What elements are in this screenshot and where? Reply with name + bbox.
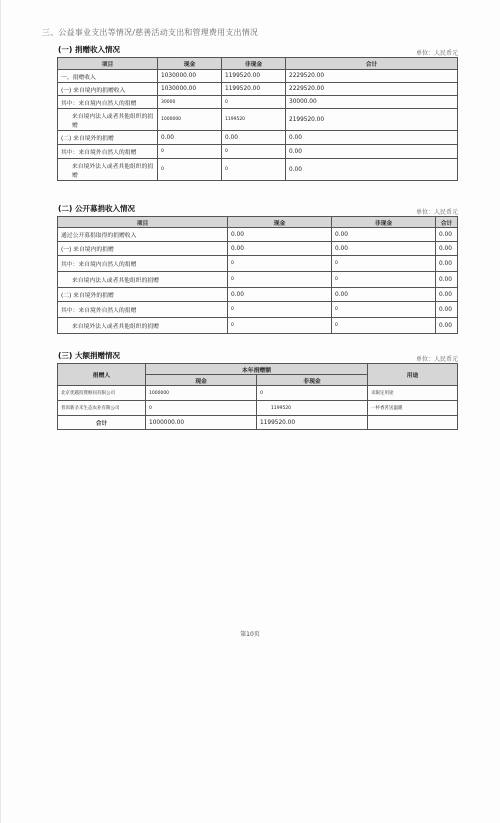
total-value: 0.00 xyxy=(436,318,458,334)
cash-value: 1000000 xyxy=(146,386,257,401)
noncash-value: 0 xyxy=(332,318,436,334)
section3-unit: 单位：人民币元 xyxy=(415,356,458,363)
donor-name: 普洱新圣禾生态农业有限公司 xyxy=(58,401,146,416)
donation-income-table xyxy=(57,57,458,181)
table-row xyxy=(58,70,458,83)
table-row xyxy=(58,145,458,159)
cash-value: 0.00 xyxy=(158,131,222,145)
cash-value: 0.00 xyxy=(228,288,332,302)
public-fundraising-table xyxy=(57,216,458,334)
col-header-noncash: 非现金 xyxy=(222,58,286,70)
noncash-value: 0 xyxy=(222,145,286,159)
cash-value: 0.00 xyxy=(228,228,332,242)
table-row xyxy=(58,288,458,302)
table-row xyxy=(58,302,458,318)
noncash-value: 0 xyxy=(222,96,286,109)
noncash-value: 0.00 xyxy=(222,131,286,145)
col-header-total: 合计 xyxy=(286,58,458,70)
cash-value: 1030000.00 xyxy=(158,83,222,96)
table-row xyxy=(58,228,458,242)
col-header-purpose: 用途 xyxy=(368,364,458,386)
noncash-value: 1199520 xyxy=(222,109,286,131)
cash-value: 30000 xyxy=(158,96,222,109)
section1-unit: 单位：人民币元 xyxy=(415,50,458,57)
cash-value: 1030000.00 xyxy=(158,70,222,83)
col-header-cash: 现金 xyxy=(158,58,222,70)
row-label: (一) 来自境内的捐赠 xyxy=(58,242,228,256)
table-row xyxy=(58,159,458,181)
large-donations-table xyxy=(57,363,458,430)
table-total-row xyxy=(58,416,458,430)
noncash-value: 0.00 xyxy=(332,228,436,242)
total-value: 2199520.00 xyxy=(286,109,458,131)
col-header-donor: 捐赠人 xyxy=(58,364,146,386)
row-label: 通过公开募捐取得的捐赠收入 xyxy=(58,228,228,242)
table-row xyxy=(58,256,458,272)
cash-value: 0 xyxy=(228,272,332,288)
table-row xyxy=(58,96,458,109)
table-row xyxy=(58,318,458,334)
noncash-value: 1199520 xyxy=(257,401,368,416)
total-value: 0.00 xyxy=(436,242,458,256)
total-value: 2229520.00 xyxy=(286,70,458,83)
cash-value: 1000000 xyxy=(158,109,222,131)
total-value: 2229520.00 xyxy=(286,83,458,96)
row-label: 其中：来自境内自然人的捐赠 xyxy=(58,256,228,272)
purpose-value: 一杯香茗送温暖 xyxy=(368,401,458,416)
noncash-total: 1199520.00 xyxy=(257,416,368,430)
cash-value: 0 xyxy=(158,159,222,181)
noncash-value: 0.00 xyxy=(332,288,436,302)
total-value: 0.00 xyxy=(286,145,458,159)
table-row xyxy=(58,272,458,288)
col-header-noncash: 非现金 xyxy=(332,217,436,228)
page-number: 第10页 xyxy=(240,631,260,638)
table-row xyxy=(58,83,458,96)
total-value: 0.00 xyxy=(436,272,458,288)
cash-value: 0 xyxy=(158,145,222,159)
page-heading: 三、公益事业支出等情况/慈善活动支出和管理费用支出情况 xyxy=(42,28,259,37)
total-value: 0.00 xyxy=(436,228,458,242)
col-header-amount-group: 本年捐赠额 xyxy=(146,364,368,375)
cash-value: 0 xyxy=(228,256,332,272)
noncash-value: 0 xyxy=(332,302,436,318)
total-value: 0.00 xyxy=(286,159,458,181)
col-header-total: 合计 xyxy=(436,217,458,228)
total-value: 0.00 xyxy=(436,256,458,272)
cash-value: 0 xyxy=(146,401,257,416)
section3-title: (三) 大额捐赠情况 xyxy=(58,351,120,360)
purpose-value: 未限定用途 xyxy=(368,386,458,401)
total-value: 30000.00 xyxy=(286,96,458,109)
noncash-value: 0 xyxy=(222,159,286,181)
cash-value: 0 xyxy=(228,318,332,334)
noncash-value: 0 xyxy=(332,272,436,288)
row-label: 其中：来自境外自然人的捐赠 xyxy=(58,302,228,318)
section1-title: (一) 捐赠收入情况 xyxy=(58,45,120,54)
noncash-value: 0 xyxy=(332,256,436,272)
row-label: 来自境外法人或者其他组织的捐赠 xyxy=(58,159,158,181)
noncash-value: 0.00 xyxy=(332,242,436,256)
section2-unit: 单位：人民币元 xyxy=(415,209,458,216)
purpose-total xyxy=(368,416,458,430)
row-label: 来自境内法人或者其他组织的捐赠 xyxy=(58,272,228,288)
row-label: 来自境内法人或者其他组织的捐赠 xyxy=(58,109,158,131)
table-header-row xyxy=(58,364,458,375)
noncash-value: 1199520.00 xyxy=(222,70,286,83)
row-label: 其中：来自境外自然人的捐赠 xyxy=(58,145,158,159)
row-label: 来自境外法人或者其他组织的捐赠 xyxy=(58,318,228,334)
col-header-cash: 现金 xyxy=(146,375,257,386)
noncash-value: 0 xyxy=(257,386,368,401)
donor-name: 北京优越投资顾问有限公司 xyxy=(58,386,146,401)
col-header-item: 项目 xyxy=(58,217,228,228)
total-value: 0.00 xyxy=(286,131,458,145)
table-row xyxy=(58,242,458,256)
col-header-item: 项目 xyxy=(58,58,158,70)
table-row xyxy=(58,109,458,131)
row-label: (二) 来自境外的捐赠 xyxy=(58,131,158,145)
total-label: 合计 xyxy=(58,416,146,430)
section2-title: (二) 公开募捐收入情况 xyxy=(58,204,135,213)
col-header-noncash: 非现金 xyxy=(257,375,368,386)
row-label: 其中：来自境内自然人的捐赠 xyxy=(58,96,158,109)
table-header-row xyxy=(58,58,458,70)
total-value: 0.00 xyxy=(436,302,458,318)
col-header-cash: 现金 xyxy=(228,217,332,228)
total-value: 0.00 xyxy=(436,288,458,302)
cash-value: 0.00 xyxy=(228,242,332,256)
table-row xyxy=(58,131,458,145)
noncash-value: 1199520.00 xyxy=(222,83,286,96)
table-row xyxy=(58,386,458,401)
row-label: (二) 来自境外的捐赠 xyxy=(58,288,228,302)
row-label: 一、捐赠收入 xyxy=(58,70,158,83)
cash-value: 0 xyxy=(228,302,332,318)
table-row xyxy=(58,401,458,416)
table-header-row xyxy=(58,217,458,228)
cash-total: 1000000.00 xyxy=(146,416,257,430)
row-label: (一) 来自境内的捐赠收入 xyxy=(58,83,158,96)
